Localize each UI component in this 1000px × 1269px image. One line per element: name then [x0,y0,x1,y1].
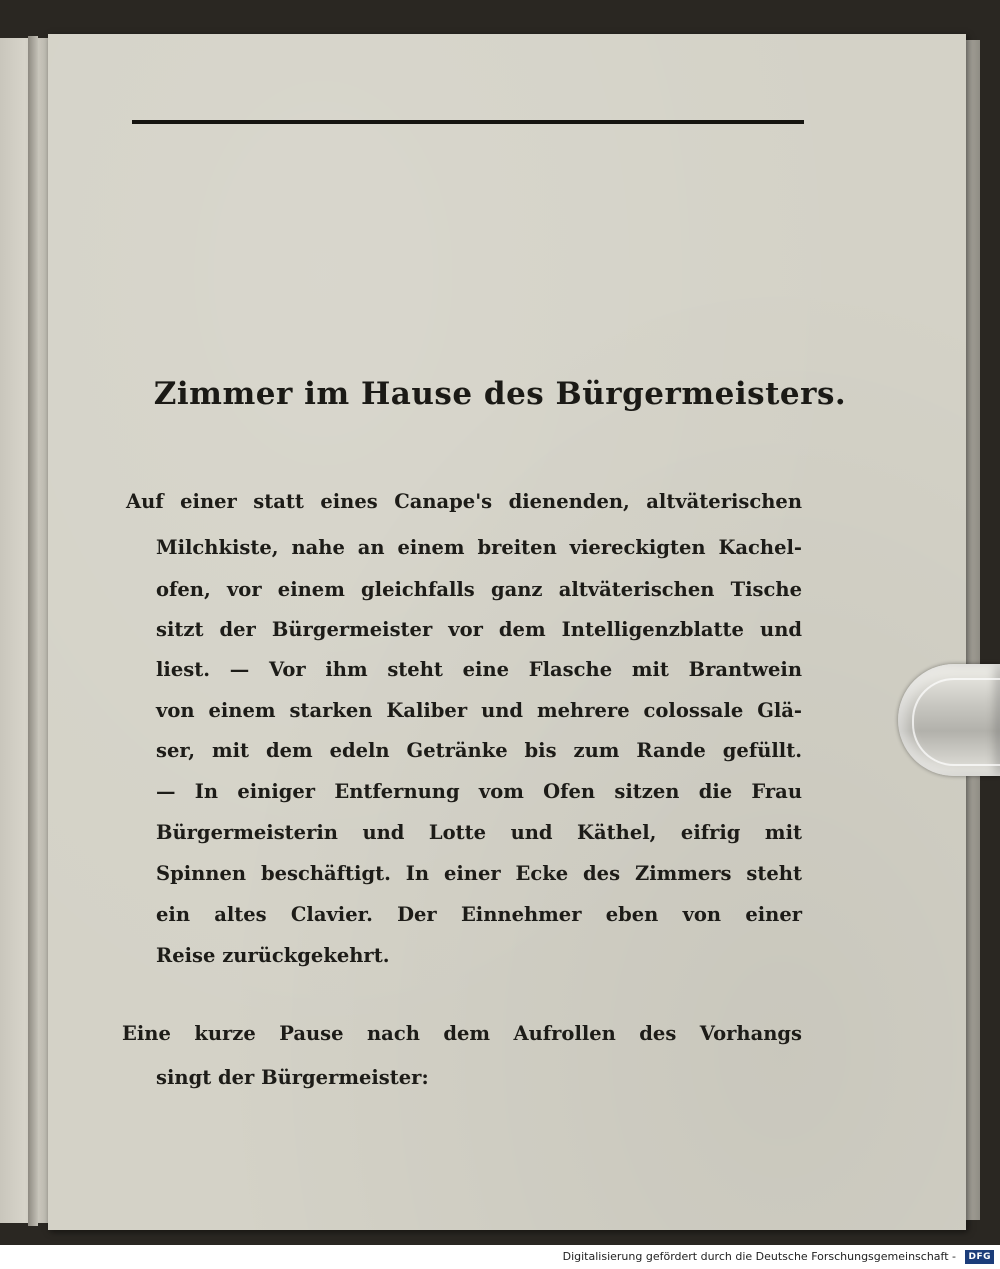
book-spine-strip [28,36,38,1226]
text-line: liest. — Vor ihm steht eine Flasche mit Brantwein [156,658,802,681]
text-line: singt der Bürgermeister: [156,1066,429,1089]
text-line: Auf einer statt eines Canape's dienenden, altväterischen [126,490,802,513]
text-line: sitzt der Bürgermeister vor dem Intelligenzblatte und [156,618,802,641]
text-line: Spinnen beschäftigt. In einer Ecke des Zimmers steht [156,862,802,885]
text-line: Milchkiste, nahe an einem breiten viereckigten Kachel- [156,536,802,559]
page-clip-highlight [912,678,1000,766]
header-rule [132,120,804,124]
text-line: — In einiger Entfernung vom Ofen sitzen die Frau [156,780,802,803]
page-title: Zimmer im Hause des Bürgermeisters. [153,376,847,412]
text-line: Eine kurze Pause nach dem Aufrollen des Vorhangs [122,1022,802,1045]
text-line: ser, mit dem edeln Getränke bis zum Rande gefüllt. [156,739,802,762]
footer-credit: Digitalisierung gefördert durch die Deutsche Forschungsgemeinschaft - [562,1250,956,1263]
text-line: Reise zurückgekehrt. [156,944,390,967]
dfg-logo: DFG [965,1250,994,1264]
text-line: von einem starken Kaliber und mehrere colossale Glä- [156,699,802,722]
footer-bar [0,1245,1000,1269]
text-line: ein altes Clavier. Der Einnehmer eben von einer [156,903,802,926]
text-line: ofen, vor einem gleichfalls ganz altväterischen Tische [156,578,802,601]
text-line: Bürgermeisterin und Lotte und Käthel, eifrig mit [156,821,802,844]
